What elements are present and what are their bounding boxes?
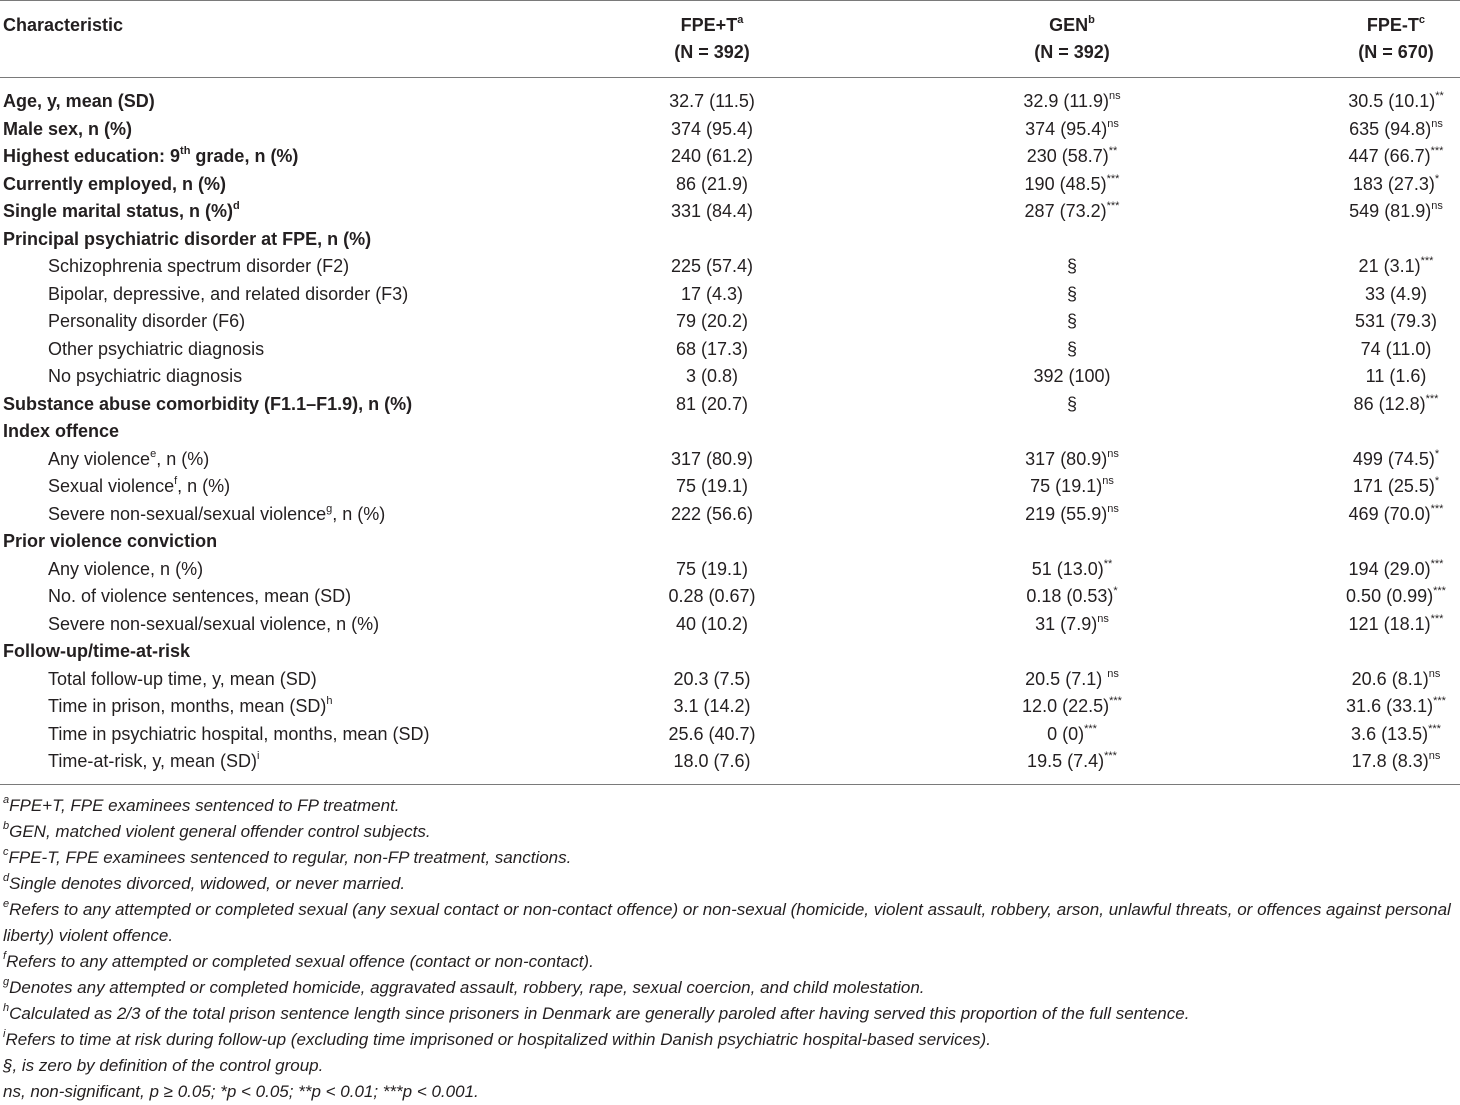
cell-fpe-t-plus <box>669 88 755 115</box>
cell-fpe-t-plus <box>671 143 753 170</box>
cell-fpe-t-plus-value: 222 (56.6) <box>670 503 754 524</box>
cell-gen-value: 20.5 (7.1) <box>1025 668 1108 689</box>
cell-fpe-t-minus <box>1354 391 1439 418</box>
header-col2-sup: b <box>1088 14 1095 26</box>
footnote-text: ns, non-significant, p ≥ 0.05; *p < 0.05; **p < 0.01; ***p < 0.001. <box>3 1082 479 1101</box>
footnote-marker: b <box>3 820 10 833</box>
row-label <box>48 308 245 335</box>
row-label-suffix: , n (%) <box>332 503 386 524</box>
cell-fpe-t-plus <box>676 336 748 363</box>
row-label-text: No psychiatric diagnosis <box>48 366 243 386</box>
row-label-sup: th <box>180 145 191 157</box>
cell-fpe-t-plus-value: 0.28 (0.67) <box>668 586 756 606</box>
header-characteristic: Characteristic <box>3 15 124 35</box>
cell-fpe-t-minus-significance: * <box>1434 475 1440 487</box>
cell-fpe-t-plus <box>676 171 748 198</box>
cell-fpe-t-plus <box>671 198 753 225</box>
cell-fpe-t-minus-value: 121 (18.1) <box>1348 613 1431 634</box>
table-bottom-rule <box>0 784 1460 785</box>
footnote-text: Refers to time at risk during follow-up (excluding time imprisoned or hospitalized within Danish psychiatric hospital-based services). <box>5 1030 991 1049</box>
row-label-text: Any violence, n (%) <box>48 558 204 579</box>
cell-fpe-t-minus <box>1353 171 1439 198</box>
cell-gen-significance: ** <box>1103 557 1113 570</box>
table-row <box>0 556 1460 583</box>
footnote <box>3 845 1453 871</box>
cell-fpe-t-minus <box>1349 198 1443 225</box>
cell-gen <box>1067 308 1077 335</box>
table-row <box>0 418 1460 445</box>
cell-gen-value: 75 (19.1) <box>1030 476 1103 496</box>
cell-gen-value: 0 (0) <box>1047 723 1085 744</box>
header-gen <box>1034 12 1110 66</box>
row-label-text: Substance abuse comorbidity (F1.1–F1.9), n (%) <box>3 393 413 414</box>
cell-fpe-t-plus <box>676 611 748 638</box>
row-label <box>48 693 333 720</box>
table-row <box>0 226 1460 253</box>
cell-gen-value: § <box>1066 283 1078 304</box>
row-label <box>3 171 226 198</box>
row-label-text: Time in psychiatric hospital, months, mean (SD) <box>48 723 430 744</box>
cell-gen-value: 230 (58.7) <box>1026 146 1109 166</box>
footnote-marker: i <box>3 1028 6 1041</box>
cell-gen-significance: * <box>1113 585 1118 597</box>
cell-gen-significance: ns <box>1109 90 1121 102</box>
cell-fpe-t-plus-value: 331 (84.4) <box>670 201 754 221</box>
cell-fpe-t-minus <box>1365 281 1427 308</box>
row-label-text: Currently employed, n (%) <box>3 173 227 194</box>
row-label-text: Personality disorder (F6) <box>48 311 246 331</box>
row-label-text: Schizophrenia spectrum disorder (F2) <box>48 256 350 276</box>
cell-gen-significance: ns <box>1097 612 1109 625</box>
header-fpe-t-plus <box>674 12 750 66</box>
cell-fpe-t-minus-value: 21 (3.1) <box>1358 256 1421 276</box>
table-row <box>0 721 1460 748</box>
table-row <box>0 446 1460 473</box>
table-row <box>0 281 1460 308</box>
row-label-suffix: , n (%) <box>177 476 231 496</box>
row-label <box>48 501 385 528</box>
cell-fpe-t-minus-value: 531 (79.3) <box>1354 311 1438 331</box>
row-label-text: Time in prison, months, mean (SD) <box>48 696 327 716</box>
header-col3-sup: c <box>1418 14 1426 26</box>
row-label-sup: e <box>150 447 157 460</box>
cell-fpe-t-plus <box>671 446 753 473</box>
cell-gen-value: 190 (48.5) <box>1024 173 1107 194</box>
cell-fpe-t-minus-value: 86 (12.8) <box>1353 393 1426 414</box>
table-top-rule <box>0 0 1460 1</box>
cell-fpe-t-plus <box>668 721 755 748</box>
cell-fpe-t-minus-significance: *** <box>1433 585 1446 597</box>
cell-fpe-t-minus-value: 183 (27.3) <box>1352 173 1435 194</box>
row-label-suffix: grade, n (%) <box>190 146 299 166</box>
header-col2-name: GEN <box>1049 15 1089 35</box>
cell-fpe-t-plus-value: 79 (20.2) <box>675 311 749 331</box>
cell-fpe-t-minus <box>1346 583 1446 610</box>
footnote <box>3 975 1453 1001</box>
cell-fpe-t-plus-value: 81 (20.7) <box>675 393 749 414</box>
row-label-text: Severe non-sexual/sexual violence <box>48 503 327 524</box>
cell-fpe-t-minus-value: 0.50 (0.99) <box>1346 586 1434 606</box>
row-label-sup: d <box>233 200 240 212</box>
row-label-text: Follow-up/time-at-risk <box>3 641 191 661</box>
table-row <box>0 116 1460 143</box>
header-col1-name: FPE+T <box>680 15 738 35</box>
cell-fpe-t-minus-value: 31.6 (33.1) <box>1346 696 1434 716</box>
cell-fpe-t-minus-value: 11 (1.6) <box>1365 366 1427 386</box>
row-label-text: Prior violence conviction <box>3 531 218 551</box>
cell-fpe-t-minus-value: 17.8 (8.3) <box>1351 751 1429 771</box>
cell-fpe-t-minus-value: 33 (4.9) <box>1364 283 1428 304</box>
cell-gen <box>1025 501 1119 528</box>
cell-fpe-t-minus-value: 30.5 (10.1) <box>1348 91 1436 111</box>
row-label <box>3 528 217 555</box>
row-label <box>3 226 371 253</box>
cell-fpe-t-minus-significance: *** <box>1430 557 1444 570</box>
cell-gen-significance: *** <box>1106 200 1120 212</box>
cell-gen-significance: *** <box>1106 172 1120 185</box>
cell-gen <box>1022 693 1122 720</box>
row-label-sup: f <box>174 475 178 487</box>
row-label-suffix: , n (%) <box>156 448 210 469</box>
row-label-text: No. of violence sentences, mean (SD) <box>48 586 352 606</box>
cell-fpe-t-plus-value: 3 (0.8) <box>685 366 739 386</box>
cell-fpe-t-plus <box>681 281 743 308</box>
row-label <box>48 253 349 280</box>
cell-fpe-t-minus-value: 3.6 (13.5) <box>1351 723 1429 744</box>
table-row <box>0 693 1460 720</box>
cell-fpe-t-minus-significance: *** <box>1430 502 1444 515</box>
footnote-text: Refers to any attempted or completed sexual (any sexual contact or non-contact offence) or non-sexual (homicide, violent assault, robbery, arson, unlawful threats, or offences against personal liberty) violent offence. <box>3 900 1451 945</box>
cell-fpe-t-plus <box>686 363 738 390</box>
cell-gen-significance: ns <box>1107 447 1119 460</box>
footnote-marker: g <box>3 976 10 989</box>
row-label <box>48 473 230 500</box>
row-label-sup: g <box>326 502 333 515</box>
cell-fpe-t-minus-significance: ns <box>1428 750 1441 762</box>
row-label-text: Highest education: 9 <box>3 146 181 166</box>
footnote <box>3 871 1453 897</box>
table-row <box>0 583 1460 610</box>
cell-fpe-t-plus-value: 75 (19.1) <box>675 476 749 496</box>
cell-gen-significance: *** <box>1104 750 1117 762</box>
table-row <box>0 198 1460 225</box>
row-label-text: Bipolar, depressive, and related disorder (F3) <box>48 283 409 304</box>
cell-fpe-t-minus-value: 171 (25.5) <box>1352 476 1435 496</box>
table-row <box>0 336 1460 363</box>
cell-fpe-t-plus <box>673 666 750 693</box>
table-row <box>0 611 1460 638</box>
row-label <box>48 556 203 583</box>
cell-gen-value: 12.0 (22.5) <box>1022 696 1110 716</box>
footnote <box>3 949 1453 975</box>
table-footnotes <box>3 793 1453 1105</box>
header-col2-n: (N = 392) <box>1034 42 1110 62</box>
cell-fpe-t-minus-significance: *** <box>1430 145 1444 157</box>
cell-gen <box>1025 446 1119 473</box>
cell-gen <box>1025 116 1119 143</box>
header-col1-n: (N = 392) <box>674 42 750 62</box>
row-label <box>48 611 379 638</box>
footnote <box>3 1079 1453 1105</box>
cell-fpe-t-plus-value: 68 (17.3) <box>675 338 749 359</box>
cell-gen-significance: ns <box>1107 117 1119 130</box>
header-col3-name: FPE-T <box>1366 15 1419 35</box>
cell-fpe-t-plus <box>673 748 750 775</box>
cell-fpe-t-minus <box>1352 666 1441 693</box>
cell-gen-significance: ns <box>1102 475 1114 487</box>
table-row <box>0 501 1460 528</box>
cell-fpe-t-minus-value: 499 (74.5) <box>1352 448 1435 469</box>
row-label <box>48 446 209 473</box>
cell-gen-significance: ** <box>1108 145 1118 157</box>
table-row <box>0 363 1460 390</box>
cell-fpe-t-minus <box>1352 748 1441 775</box>
cell-fpe-t-minus <box>1361 336 1432 363</box>
row-label-text: Severe non-sexual/sexual violence, n (%) <box>48 613 380 634</box>
cell-fpe-t-plus <box>676 391 748 418</box>
cell-fpe-t-plus-value: 86 (21.9) <box>675 173 749 194</box>
cell-fpe-t-minus-significance: *** <box>1425 392 1439 405</box>
footnote-marker: c <box>3 846 9 859</box>
cell-fpe-t-minus-significance: *** <box>1428 722 1441 735</box>
cell-fpe-t-plus <box>671 116 753 143</box>
footnote <box>3 819 1453 845</box>
cell-gen <box>1027 748 1117 775</box>
cell-fpe-t-plus <box>668 583 755 610</box>
footnote <box>3 1053 1453 1079</box>
row-label <box>48 583 351 610</box>
cell-gen <box>1032 556 1113 583</box>
cell-fpe-t-minus <box>1355 308 1437 335</box>
row-label <box>3 198 240 225</box>
row-label-text: Male sex, n (%) <box>3 118 133 139</box>
cell-fpe-t-minus-value: 549 (81.9) <box>1349 201 1432 221</box>
table-row <box>0 143 1460 170</box>
cell-fpe-t-minus-significance: *** <box>1430 612 1444 625</box>
cell-fpe-t-plus <box>676 473 748 500</box>
footnote-marker: d <box>3 872 10 885</box>
footnote <box>3 1027 1453 1053</box>
footnote-text: Single denotes divorced, widowed, or never married. <box>9 874 406 893</box>
cell-gen-value: § <box>1066 393 1078 414</box>
row-label <box>48 748 259 775</box>
cell-gen <box>1025 171 1120 198</box>
footnote <box>3 897 1453 949</box>
cell-gen-value: 0.18 (0.53) <box>1026 586 1114 606</box>
cell-gen <box>1025 666 1119 693</box>
cell-gen-value: 287 (73.2) <box>1024 201 1107 221</box>
footnote-marker: a <box>3 794 10 807</box>
table-row <box>0 528 1460 555</box>
cell-gen <box>1023 88 1120 115</box>
table-row <box>0 308 1460 335</box>
cell-fpe-t-plus-value: 225 (57.4) <box>670 256 754 276</box>
cell-gen-significance: ns <box>1107 667 1119 680</box>
cell-fpe-t-plus <box>673 693 750 720</box>
cell-gen-value: 219 (55.9) <box>1025 503 1108 524</box>
row-label-sup: h <box>326 695 333 707</box>
cell-fpe-t-minus-value: 194 (29.0) <box>1348 558 1431 579</box>
row-label-text: Total follow-up time, y, mean (SD) <box>48 668 317 689</box>
cell-fpe-t-minus-significance: ns <box>1428 667 1441 680</box>
cell-fpe-t-plus-value: 18.0 (7.6) <box>673 751 751 771</box>
row-label <box>3 88 155 115</box>
cell-fpe-t-minus-significance: *** <box>1433 695 1446 707</box>
cell-fpe-t-minus-significance: * <box>1434 172 1440 185</box>
table-row <box>0 88 1460 115</box>
cell-fpe-t-plus <box>671 253 753 280</box>
cell-gen <box>1027 143 1118 170</box>
footnote <box>3 793 1453 819</box>
cell-fpe-t-plus-value: 40 (10.2) <box>675 613 749 634</box>
cell-fpe-t-plus-value: 75 (19.1) <box>675 558 749 579</box>
footnote-text: Refers to any attempted or completed sexual offence (contact or non-contact). <box>6 952 594 971</box>
cell-gen-value: 51 (13.0) <box>1031 558 1104 579</box>
cell-gen-value: § <box>1066 338 1078 359</box>
cell-gen <box>1025 198 1120 225</box>
table-row <box>0 473 1460 500</box>
cell-gen-value: § <box>1066 256 1078 276</box>
cell-fpe-t-minus-significance: ** <box>1435 90 1444 102</box>
cell-gen-significance: *** <box>1084 722 1097 735</box>
row-label <box>3 143 298 170</box>
cell-fpe-t-minus-significance: ns <box>1431 200 1443 212</box>
cell-gen <box>1030 473 1114 500</box>
cell-fpe-t-plus <box>676 308 748 335</box>
cell-fpe-t-minus <box>1349 501 1444 528</box>
cell-gen <box>1033 363 1110 390</box>
cell-fpe-t-minus-value: 74 (11.0) <box>1360 338 1432 359</box>
table-row <box>0 748 1460 775</box>
cell-gen-value: 19.5 (7.4) <box>1027 751 1105 771</box>
row-label-text: Single marital status, n (%) <box>3 201 234 221</box>
footnote-text: FPE-T, FPE examinees sentenced to regular, non-FP treatment, sanctions. <box>8 848 572 867</box>
footnote-text: §, is zero by definition of the control group. <box>3 1056 324 1075</box>
cell-fpe-t-minus <box>1353 473 1439 500</box>
row-label <box>3 391 412 418</box>
row-label-sup: i <box>257 750 260 762</box>
row-label-text: Any violence <box>48 448 151 469</box>
cell-fpe-t-minus <box>1359 253 1434 280</box>
cell-fpe-t-minus <box>1349 116 1443 143</box>
cell-fpe-t-minus-significance: * <box>1434 447 1440 460</box>
table-row <box>0 638 1460 665</box>
cell-fpe-t-minus <box>1349 611 1444 638</box>
cell-fpe-t-plus-value: 317 (80.9) <box>670 448 754 469</box>
footnote-marker: f <box>3 950 7 963</box>
cell-fpe-t-minus <box>1349 143 1444 170</box>
cell-gen-value: 374 (95.4) <box>1025 118 1108 139</box>
cell-gen-value: 31 (7.9) <box>1035 613 1098 634</box>
row-label <box>48 721 429 748</box>
cell-fpe-t-plus <box>671 501 753 528</box>
row-label <box>48 336 264 363</box>
row-label-text: Index offence <box>3 421 120 441</box>
cell-gen <box>1067 253 1077 280</box>
cell-fpe-t-minus-value: 447 (66.7) <box>1348 146 1431 166</box>
cell-fpe-t-plus-value: 240 (61.2) <box>670 146 754 166</box>
row-label <box>3 638 190 665</box>
cell-fpe-t-plus <box>676 556 748 583</box>
table-row <box>0 253 1460 280</box>
cell-gen-value: 392 (100) <box>1033 366 1111 386</box>
row-label-text: Other psychiatric diagnosis <box>48 338 265 359</box>
header-col1-sup: a <box>737 14 744 26</box>
row-label-text: Principal psychiatric disorder at FPE, n (%) <box>3 228 372 249</box>
cell-gen-value: 32.9 (11.9) <box>1023 91 1110 111</box>
cell-fpe-t-minus <box>1351 721 1441 748</box>
cell-fpe-t-minus <box>1349 556 1444 583</box>
row-label <box>3 116 132 143</box>
row-label-text: Sexual violence <box>48 476 175 496</box>
cell-fpe-t-minus <box>1346 693 1446 720</box>
cell-fpe-t-plus-value: 20.3 (7.5) <box>673 668 751 689</box>
cell-fpe-t-minus-significance: *** <box>1420 255 1434 267</box>
cell-fpe-t-plus-value: 3.1 (14.2) <box>673 696 751 716</box>
cell-fpe-t-minus-value: 20.6 (8.1) <box>1351 668 1429 689</box>
cell-fpe-t-minus <box>1348 88 1444 115</box>
cell-fpe-t-minus <box>1366 363 1427 390</box>
table-row <box>0 171 1460 198</box>
cell-fpe-t-plus-value: 374 (95.4) <box>670 118 754 139</box>
cell-fpe-t-minus-significance: ns <box>1431 117 1443 130</box>
cell-gen <box>1047 721 1097 748</box>
cell-fpe-t-minus <box>1353 446 1439 473</box>
cell-gen-value: § <box>1066 311 1078 331</box>
footnote-marker: e <box>3 898 10 911</box>
cell-gen-value: 317 (80.9) <box>1025 448 1108 469</box>
cell-fpe-t-minus-value: 469 (70.0) <box>1348 503 1431 524</box>
header-col3-n: (N = 670) <box>1358 42 1434 62</box>
cell-gen <box>1026 583 1117 610</box>
footnote-text: GEN, matched violent general offender control subjects. <box>9 822 431 841</box>
table-header-rule <box>0 77 1460 78</box>
cell-fpe-t-plus-value: 17 (4.3) <box>680 283 744 304</box>
row-label <box>3 418 119 445</box>
cell-fpe-t-plus-value: 32.7 (11.5) <box>669 91 755 111</box>
footnote-text: Calculated as 2/3 of the total prison sentence length since prisoners in Denmark are generally paroled after having served this proportion of the full sentence. <box>9 1004 1190 1023</box>
footnote-text: FPE+T, FPE examinees sentenced to FP treatment. <box>9 796 400 815</box>
cell-fpe-t-plus-value: 25.6 (40.7) <box>668 723 756 744</box>
row-label <box>48 666 317 693</box>
footnote <box>3 1001 1453 1027</box>
cell-gen <box>1067 281 1077 308</box>
row-label-text: Age, y, mean (SD) <box>3 91 155 111</box>
cell-gen <box>1067 391 1077 418</box>
cell-gen <box>1035 611 1109 638</box>
cell-fpe-t-minus-value: 635 (94.8) <box>1349 118 1432 139</box>
row-label <box>48 363 242 390</box>
row-label <box>48 281 408 308</box>
table-row <box>0 391 1460 418</box>
table-row <box>0 666 1460 693</box>
cell-gen <box>1067 336 1077 363</box>
cell-gen-significance: ns <box>1107 502 1119 515</box>
footnote-marker: h <box>3 1002 10 1015</box>
row-label-text: Time-at-risk, y, mean (SD) <box>48 751 258 771</box>
cell-gen-significance: *** <box>1109 695 1122 707</box>
header-fpe-t-minus <box>1358 12 1434 66</box>
footnote-text: Denotes any attempted or completed homicide, aggravated assault, robbery, rape, sexual coercion, and child molestation. <box>9 978 925 997</box>
